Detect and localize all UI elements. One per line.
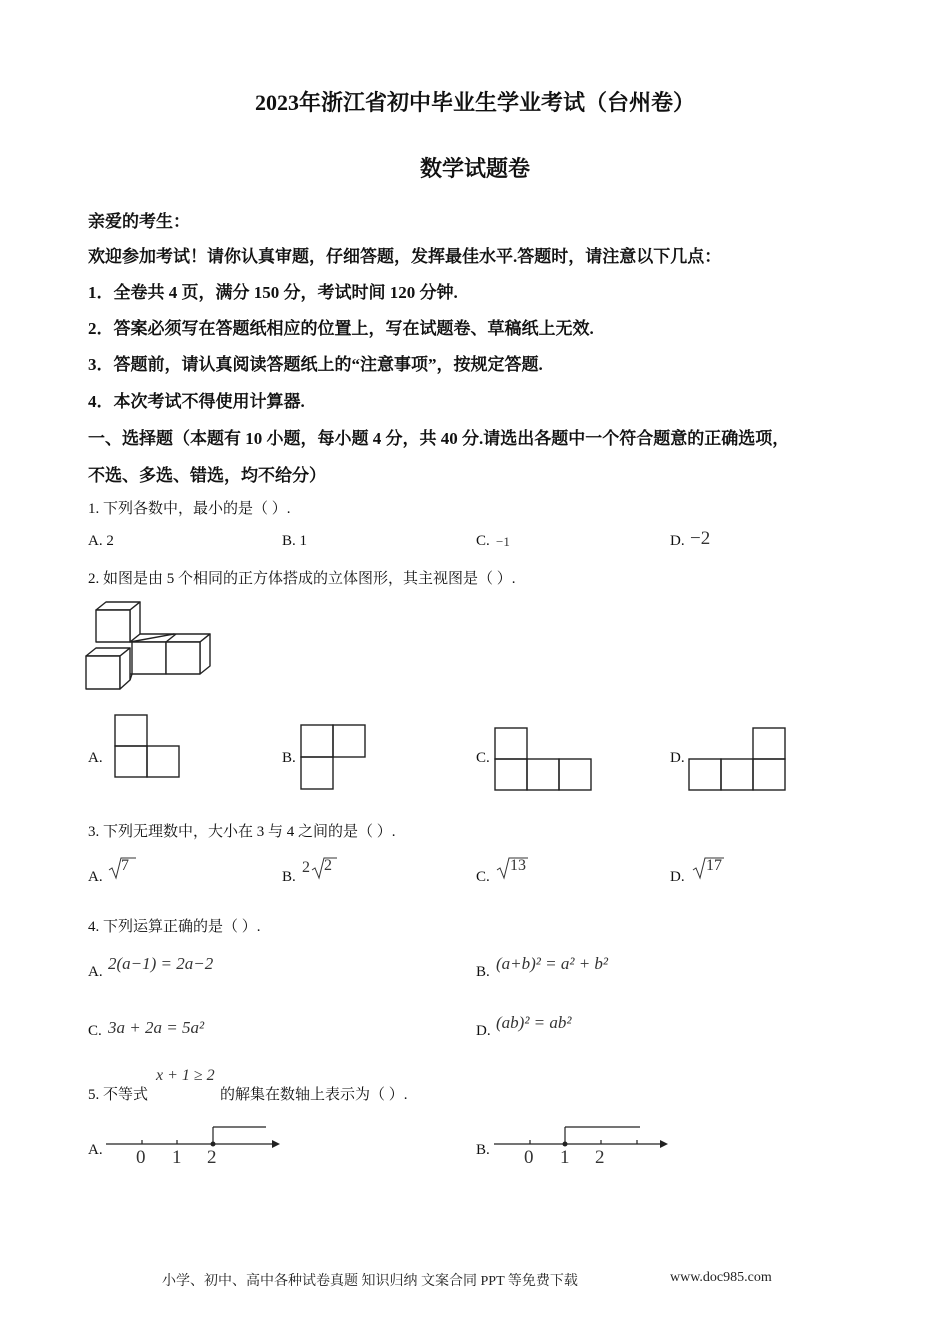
q2-stem: 2. 如图是由 5 个相同的正方体搭成的立体图形，其主视图是（ ）. [88, 571, 516, 587]
q4-stem: 4. 下列运算正确的是（ ）. [88, 919, 261, 935]
q4-option-b-label: B. [476, 964, 490, 980]
cube-figure [86, 598, 216, 693]
q4-option-a-label: A. [88, 964, 103, 980]
footer-url[interactable]: www.doc985.com [670, 1270, 772, 1285]
section-heading: 一、选择题（本题有 10 小题，每小题 4 分，共 40 分.请选出各题中一个符合题意的正确选项， [88, 429, 790, 448]
q5-b-tick-1: 1 [560, 1147, 570, 1168]
q5-inequality: x + 1 ≥ 2 [156, 1067, 215, 1084]
q3-option-b-coef: 2 [302, 859, 310, 876]
q5-a-tick-0: 0 [136, 1147, 146, 1168]
q2-option-c-figure [494, 727, 592, 791]
q5-option-b-label: B. [476, 1142, 490, 1158]
section-heading-cont: 不选、多选、错选，均不给分） [88, 466, 326, 485]
q1-option-a: A. 2 [88, 533, 114, 549]
q2-option-a-label: A. [88, 750, 103, 766]
q3-stem: 3. 下列无理数中，大小在 3 与 4 之间的是（ ）. [88, 824, 396, 840]
q1-option-d-label: D. [670, 533, 685, 549]
q1-stem: 1. 下列各数中，最小的是（ ）. [88, 501, 291, 517]
q2-option-d-label: D. [670, 750, 685, 766]
q3-option-d-label: D. [670, 869, 685, 885]
q4-option-d-expr: (ab)² = ab² [496, 1013, 572, 1032]
q5-a-tick-1: 1 [172, 1147, 182, 1168]
exam-subtitle: 数学试题卷 [419, 156, 530, 181]
q5-a-tick-2: 2 [207, 1147, 217, 1168]
note-4: 4．本次考试不得使用计算器. [88, 392, 305, 411]
welcome-text: 欢迎参加考试！请你认真审题，仔细答题，发挥最佳水平.答题时，请注意以下几点： [88, 247, 722, 266]
q5-b-tick-2: 2 [595, 1147, 605, 1168]
q2-option-d-figure [688, 727, 786, 791]
q3-option-d-radicand: 17 [706, 857, 722, 874]
q2-option-c-label: C. [476, 750, 490, 766]
q1-option-c-value: −1 [496, 534, 510, 549]
q3-option-b-label: B. [282, 869, 296, 885]
q3-option-b-radicand: 2 [324, 857, 332, 874]
q1-option-d-value: −2 [690, 528, 711, 549]
q3-option-c-label: C. [476, 869, 490, 885]
q5-stem-post: 的解集在数轴上表示为（ ）. [220, 1087, 408, 1103]
q4-option-c-expr: 3a + 2a = 5a² [108, 1018, 205, 1037]
exam-title: 2023年浙江省初中毕业生学业考试（台州卷） [254, 90, 695, 115]
q5-option-b-numberline [492, 1122, 672, 1148]
q3-option-c-radicand: 13 [510, 857, 526, 874]
q2-option-b-label: B. [282, 750, 296, 766]
q5-option-a-numberline [104, 1122, 284, 1148]
q2-option-b-figure [300, 724, 366, 790]
q2-option-a-figure [114, 714, 180, 778]
q3-option-a-radicand: 7 [121, 857, 129, 874]
note-3: 3．答题前，请认真阅读答题纸上的“注意事项”，按规定答题. [88, 355, 543, 374]
q5-stem-pre: 5. 不等式 [88, 1087, 149, 1103]
q4-option-d-label: D. [476, 1023, 491, 1039]
q4-option-b-expr: (a+b)² = a² + b² [496, 954, 609, 973]
q1-option-b: B. 1 [282, 533, 308, 549]
q4-option-a-expr: 2(a−1) = 2a−2 [108, 954, 214, 973]
q5-option-a-label: A. [88, 1142, 103, 1158]
note-1: 1．全卷共 4 页，满分 150 分，考试时间 120 分钟. [88, 283, 458, 302]
greeting: 亲爱的考生： [88, 212, 190, 231]
q4-option-c-label: C. [88, 1023, 102, 1039]
footer-text: 小学、初中、高中各种试卷真题 知识归纳 文案合同 PPT 等免费下载 [162, 1274, 578, 1289]
q3-option-a-label: A. [88, 869, 103, 885]
q5-b-tick-0: 0 [524, 1147, 534, 1168]
note-2: 2．答案必须写在答题纸相应的位置上，写在试题卷、草稿纸上无效. [88, 319, 594, 338]
q1-option-c-label: C. [476, 533, 490, 549]
